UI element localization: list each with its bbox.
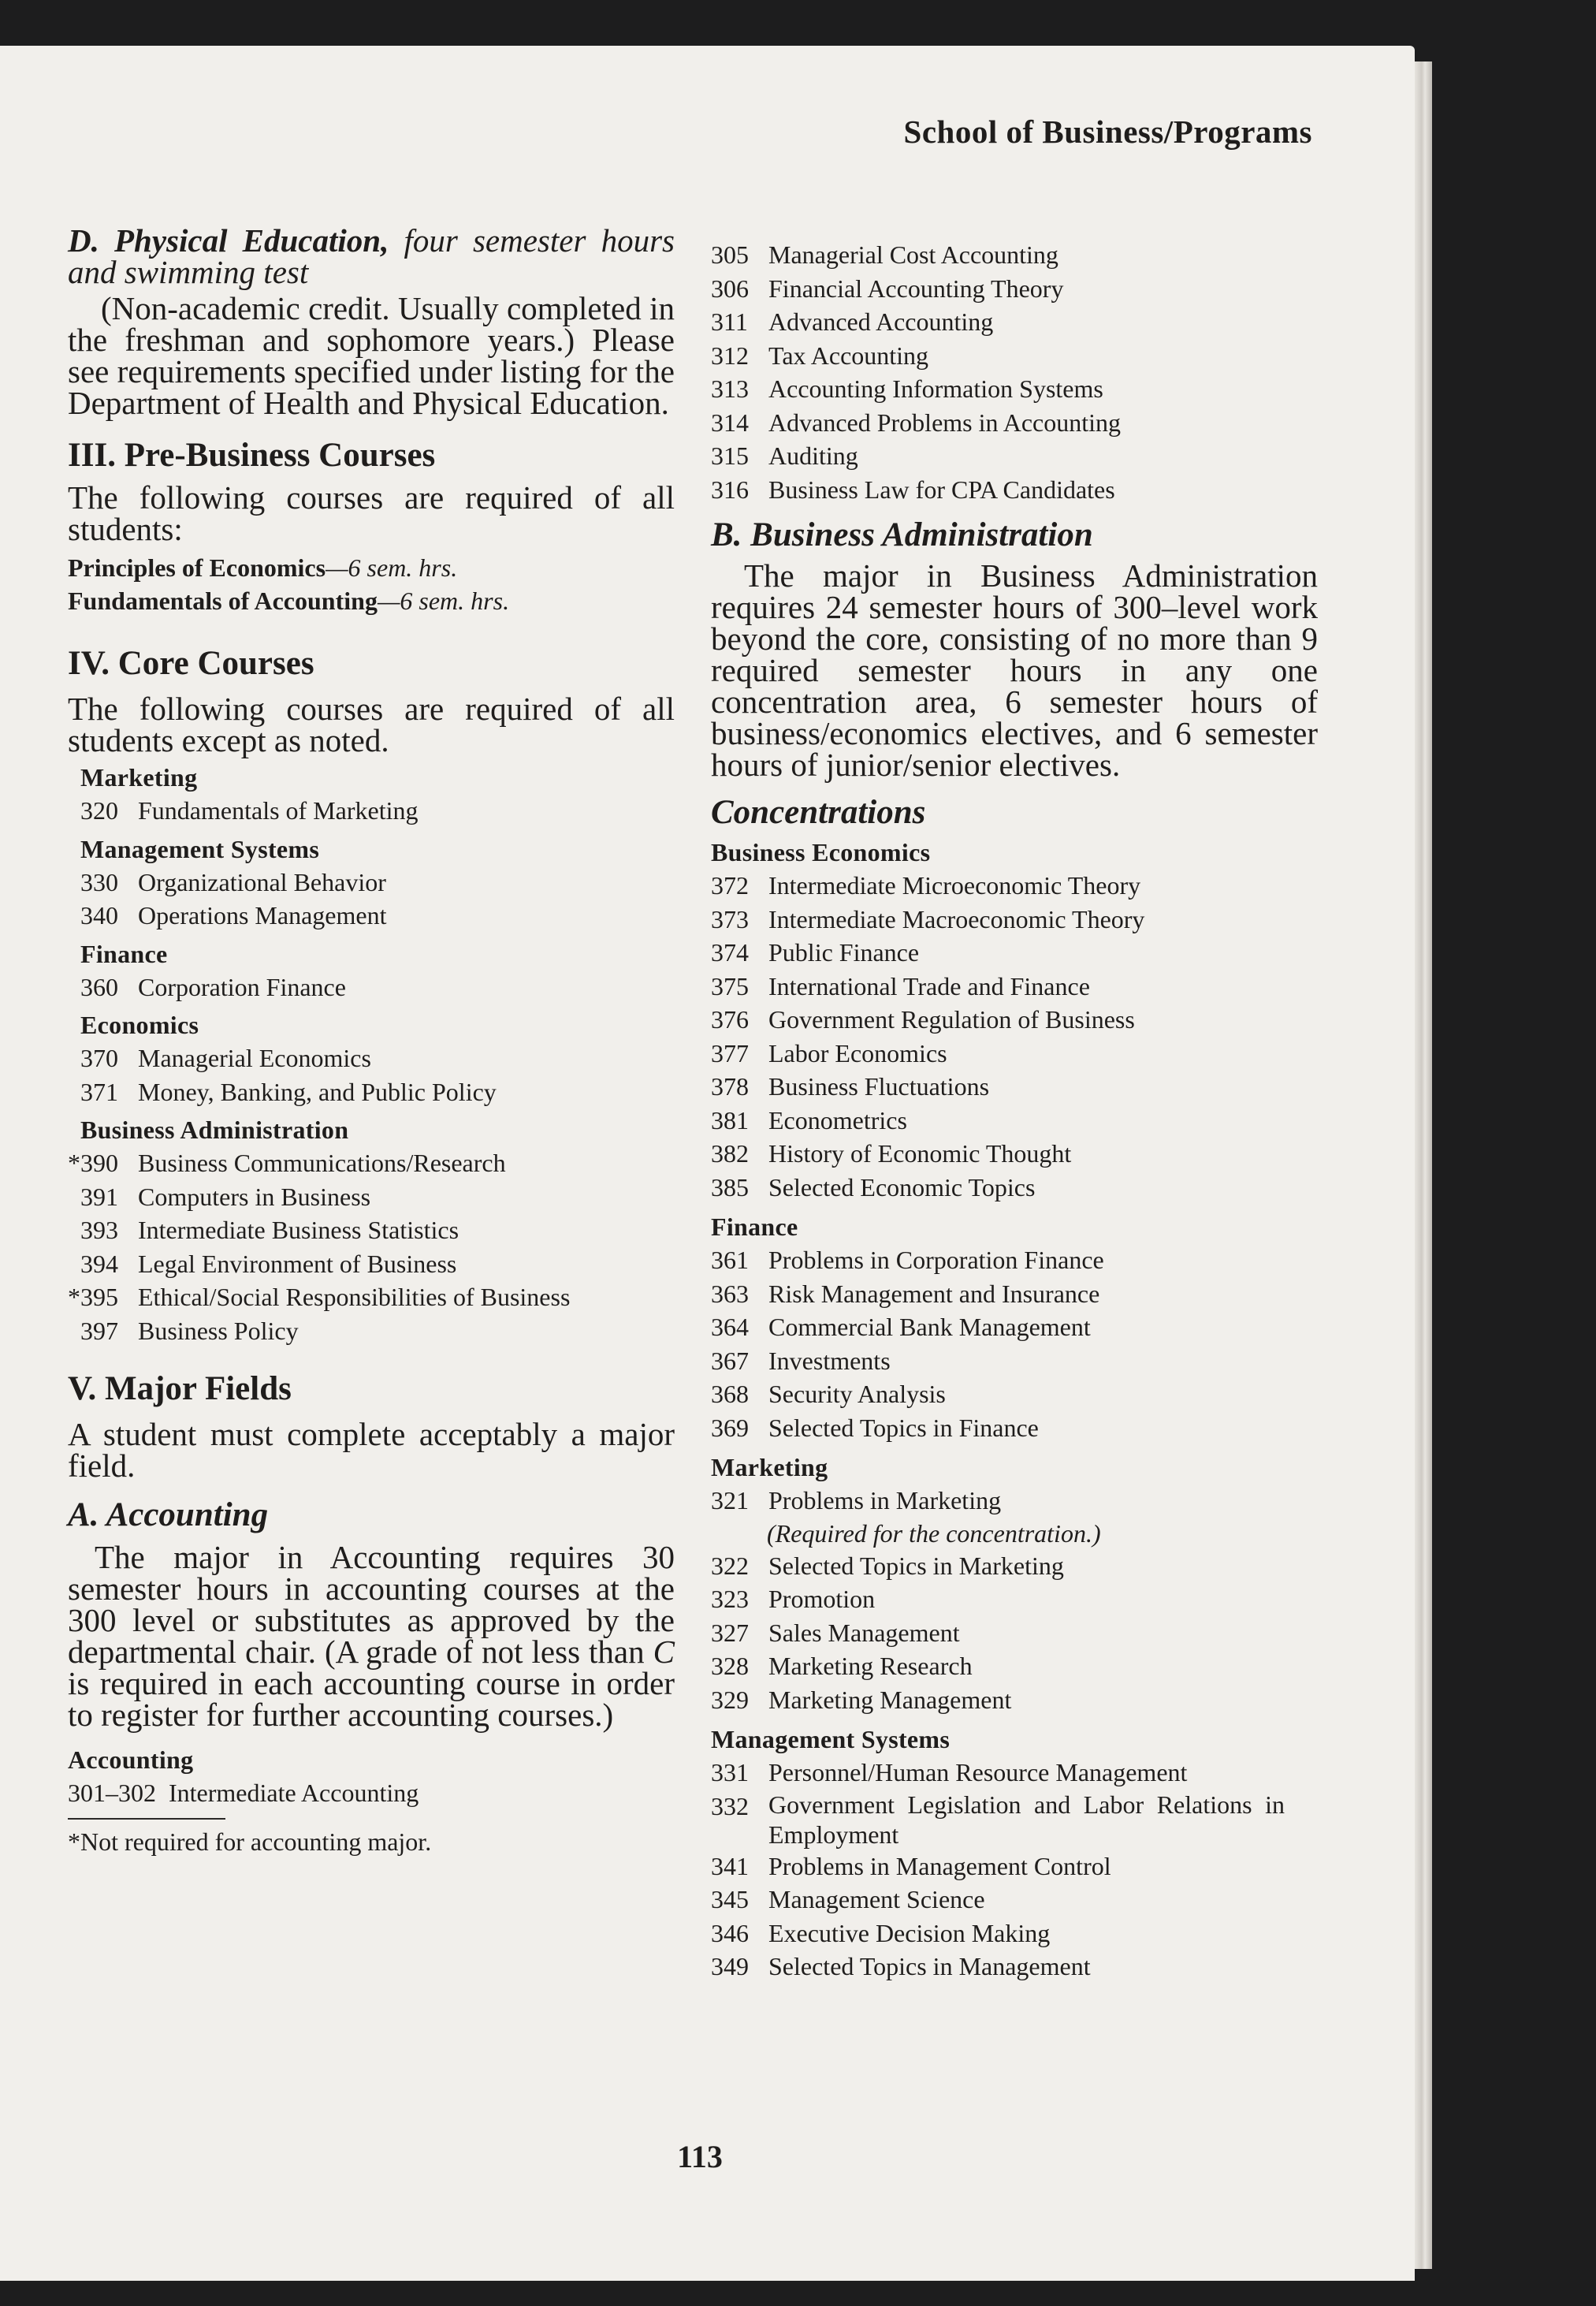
course-item: 323 Promotion — [711, 1585, 876, 1613]
concentration-group-heading: Business Economics — [711, 838, 931, 866]
course-item: 315 Auditing — [711, 441, 858, 470]
course-item: 369 Selected Topics in Finance — [711, 1413, 1039, 1442]
course-item: 332 Government Legislation and Labor Relations in Employment — [711, 1790, 1285, 1849]
prebiz-req: Fundamentals of Accounting—6 sem. hrs. — [68, 587, 510, 615]
course-note: (Required for the concentration.) — [767, 1518, 1101, 1548]
course-item: 370 Managerial Economics — [80, 1044, 371, 1072]
course-item: 378 Business Fluctuations — [711, 1072, 990, 1101]
course-item: 394 Legal Environment of Business — [80, 1249, 457, 1278]
left-column — [68, 222, 675, 1857]
course-item: 397 Business Policy — [80, 1316, 299, 1345]
course-item: 372 Intermediate Microeconomic Theory — [711, 871, 1141, 900]
pe-text: (Non-academic credit. Usually completed in the freshman and sophomore years.) Please see requirements specified under listing for the Department of Health and Physical Education. — [68, 290, 675, 421]
core-group-heading: Economics — [80, 1011, 199, 1039]
course-item: 363 Risk Management and Insurance — [711, 1279, 1100, 1308]
course-item: 373 Intermediate Macroeconomic Theory — [711, 904, 1145, 933]
course-item: 349 Selected Topics in Management — [711, 1952, 1091, 1980]
course-item: 361 Problems in Corporation Finance — [711, 1246, 1104, 1274]
course-item: 301–302 Intermediate Accounting — [68, 1779, 419, 1807]
core-group-heading: Business Administration — [80, 1116, 349, 1144]
concentration-group-heading: Management Systems — [711, 1725, 951, 1753]
course-item: 367 Investments — [711, 1346, 891, 1375]
course-item: 322 Selected Topics in Marketing — [711, 1551, 1064, 1580]
page-number: 113 — [677, 2139, 723, 2174]
course-item: 346 Executive Decision Making — [711, 1918, 1051, 1947]
pe-heading — [68, 222, 675, 290]
business-admin-text: The major in Business Administration requires 24 semester hours of 300–level work beyond the core, consisting of no more than 9 required semester hours in any one concentration area, 6 semester hours of business/economics electives, and 6 semester hours of junior/senior electives. — [711, 557, 1318, 783]
major-heading: V. Major Fields — [68, 1370, 292, 1407]
core-group-heading: Management Systems — [80, 834, 320, 863]
course-item: 375 International Trade and Finance — [711, 971, 1090, 1000]
course-item: 305 Managerial Cost Accounting — [711, 240, 1058, 269]
core-heading: IV. Core Courses — [68, 645, 314, 682]
accounting-group-heading: Accounting — [68, 1745, 194, 1774]
course-item: 368 Security Analysis — [711, 1380, 946, 1408]
course-item: 331 Personnel/Human Resource Management — [711, 1758, 1188, 1786]
concentrations-heading: Concentrations — [711, 794, 926, 831]
accounting-text: The major in Accounting requires 30 semester hours in accounting courses at the 300 level or substitutes as approved by the departmental chair. (A grade of not less than C is required in each accounting course in order to register for further accounting courses.) — [68, 1539, 675, 1733]
prebiz-req: Principles of Economics—6 sem. hrs. — [68, 553, 458, 582]
accounting-course-list — [711, 238, 1318, 506]
pe-heading-bold: D. Physical Education, — [68, 222, 389, 259]
course-item: 316 Business Law for CPA Candidates — [711, 475, 1115, 504]
course-item: 329 Marketing Management — [711, 1685, 1012, 1714]
course-item: 393 Intermediate Business Statistics — [80, 1216, 459, 1244]
running-header: School of Business/Programs — [903, 114, 1312, 150]
course-item: 376 Government Regulation of Business — [711, 1005, 1135, 1034]
course-item: 313 Accounting Information Systems — [711, 374, 1103, 403]
course-item: 306 Financial Accounting Theory — [711, 274, 1064, 303]
concentrations-list — [711, 836, 1318, 1984]
course-item: 328 Marketing Research — [711, 1652, 973, 1680]
concentration-group-heading: Marketing — [711, 1453, 828, 1481]
course-item: 371 Money, Banking, and Public Policy — [80, 1077, 497, 1106]
course-item: 321 Problems in Marketing — [711, 1486, 1002, 1514]
accounting-heading: A. Accounting — [68, 1496, 269, 1533]
page-edge — [1415, 61, 1432, 2269]
course-item: *390 Business Communications/Research — [68, 1149, 506, 1177]
course-item: 320 Fundamentals of Marketing — [80, 796, 419, 825]
course-item: *395 Ethical/Social Responsibilities of Business — [68, 1283, 571, 1311]
footnote-rule — [68, 1818, 225, 1820]
right-column — [711, 238, 1318, 1984]
course-item: 327 Sales Management — [711, 1618, 960, 1647]
core-text: The following courses are required of all students except as noted. — [68, 691, 675, 758]
course-item: 312 Tax Accounting — [711, 341, 929, 370]
course-item: 311 Advanced Accounting — [711, 307, 994, 336]
prebiz-requirements — [68, 551, 675, 617]
prebiz-heading: III. Pre-Business Courses — [68, 437, 436, 474]
core-group-heading: Finance — [80, 939, 168, 968]
prebiz-text: The following courses are required of all students: — [68, 479, 675, 547]
business-admin-heading: B. Business Administration — [711, 516, 1093, 553]
course-item: 374 Public Finance — [711, 938, 920, 967]
course-item: 314 Advanced Problems in Accounting — [711, 408, 1122, 437]
course-item: 330 Organizational Behavior — [80, 867, 386, 896]
course-item: 345 Management Science — [711, 1885, 985, 1913]
core-group-heading: Marketing — [80, 763, 198, 792]
course-item: 377 Labor Economics — [711, 1038, 947, 1067]
course-item: 364 Commercial Bank Management — [711, 1313, 1091, 1341]
course-item: 381 Econometrics — [711, 1105, 907, 1134]
footnote: *Not required for accounting major. — [68, 1827, 432, 1856]
concentration-group-heading: Finance — [711, 1213, 798, 1241]
course-item: 341 Problems in Management Control — [711, 1851, 1111, 1880]
pe-heading-rest: four semester hours and swimming test — [68, 222, 675, 290]
course-item: 360 Corporation Finance — [80, 972, 346, 1001]
core-list — [68, 761, 675, 1347]
course-item: 382 History of Economic Thought — [711, 1139, 1072, 1168]
course-item: 385 Selected Economic Topics — [711, 1172, 1036, 1201]
course-item: 391 Computers in Business — [80, 1182, 371, 1211]
course-item: 340 Operations Management — [80, 901, 387, 929]
major-text: A student must complete acceptably a major field. — [68, 1416, 675, 1484]
